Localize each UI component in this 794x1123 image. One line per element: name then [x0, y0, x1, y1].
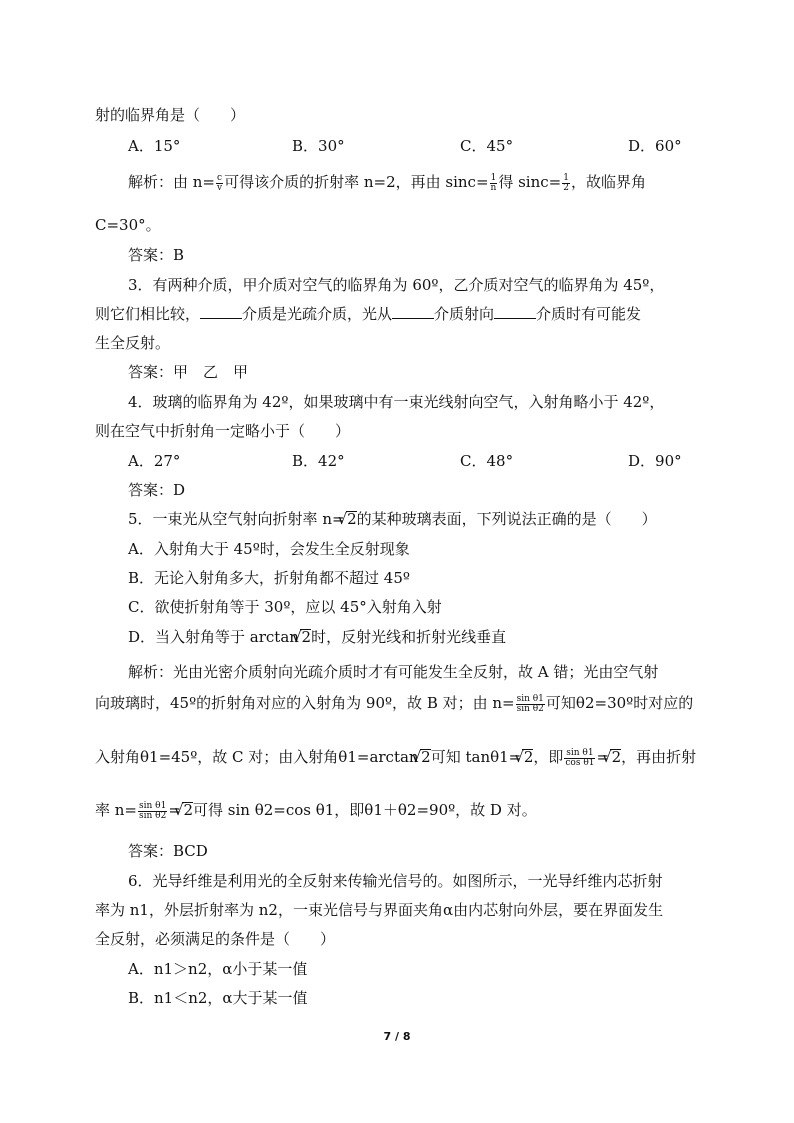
blank-2	[392, 304, 434, 319]
q3-line2: 则它们相比较， 介质是光疏介质，光从 介质射向 介质时有可能发	[95, 305, 642, 323]
q5-analysis-line1: 解析：光由光密介质射向光疏介质时才有可能发生全反射，故 A 错；光由空气射	[128, 663, 659, 681]
q4-option-a: A．27°	[128, 452, 181, 470]
q5-stem: 5．一束光从空气射向折射率 n=√ 2的某种玻璃表面，下列说法正确的是（ ）	[128, 509, 657, 529]
q4-option-d: D．90°	[628, 452, 682, 470]
blank-3	[494, 304, 536, 319]
q2-answer: 答案：B	[128, 246, 185, 264]
q4-option-c: C．48°	[460, 452, 514, 470]
q3-answer: 答案：甲 乙 甲	[128, 363, 249, 381]
q5-option-b: B．无论入射角多大，折射角都不超过 45º	[128, 569, 410, 587]
q4-answer: 答案：D	[128, 481, 186, 499]
blank-1	[200, 304, 242, 319]
q3-line1: 3．有两种介质，甲介质对空气的临界角为 60º，乙介质对空气的临界角为 45º，	[128, 276, 665, 294]
fraction-1-n: $\frac{1}{n}$	[490, 172, 497, 193]
fraction-c-v: $\frac{c}{v}$	[217, 172, 223, 193]
q5-option-d: D．当入射角等于 arctan√ 2时，反射光线和折射光线垂直	[128, 627, 506, 647]
sqrt-2: √ 2	[610, 749, 621, 765]
q4-line1: 4．玻璃的临界角为 42º，如果玻璃中有一束光线射向空气，入射角略小于 42º，	[128, 393, 665, 411]
sqrt-2: √ 2	[300, 629, 311, 645]
q5-analysis-line3: 入射角θ1=45º，故 C 对；由入射角θ1=arctan√ 2可知 tanθ1=√ 2，即 $\frac{\text{sin θ1}}{\text{cos θ1}}$ =√ 2，再由折射	[95, 747, 696, 768]
q6-line3: 全反射，必须满足的条件是（ ）	[95, 930, 336, 948]
page-number: 7 / 8	[383, 1030, 411, 1043]
q5-answer: 答案：BCD	[128, 842, 208, 860]
fraction-sin-ratio: $\frac{\text{sin θ1}}{\text{sin θ2}}$	[516, 693, 544, 714]
q2-option-c: C．45°	[460, 137, 514, 155]
sqrt-2: √ 2	[522, 749, 533, 765]
q5-option-c: C．欲使折射角等于 30º，应以 45°入射角入射	[128, 598, 442, 616]
q2-option-a: A．15°	[128, 137, 181, 155]
fraction-sin-cos: $\frac{\text{sin θ1}}{\text{cos θ1}}$	[565, 747, 595, 768]
sqrt-2: √ 2	[182, 802, 193, 818]
q6-line2: 率为 n1，外层折射率为 n2，一束光信号与界面夹角α由内芯射向外层，要在界面发生	[95, 901, 664, 919]
q2-analysis-line2: C=30°。	[95, 216, 161, 234]
q2-stem: 射的临界角是（ ）	[95, 106, 246, 124]
q3-line3: 生全反射。	[95, 334, 171, 352]
q6-line1: 6．光导纤维是利用光的全反射来传输光信号的。如图所示，一光导纤维内芯折射	[128, 872, 663, 890]
fraction-sin-ratio: $\frac{\text{sin θ1}}{\text{sin θ2}}$	[139, 800, 167, 821]
q4-line2: 则在空气中折射角一定略小于（ ）	[95, 422, 351, 440]
q5-analysis-line4: 率 n= $\frac{\text{sin θ1}}{\text{sin θ2}}$ =√ 2可得 sin θ2=cos θ1，即θ1＋θ2=90º，故 D 对。	[95, 800, 537, 821]
q2-option-b: B．30°	[292, 137, 345, 155]
q6-option-b: B．n1＜n2，α大于某一值	[128, 989, 308, 1007]
q5-option-a: A．入射角大于 45º时，会发生全反射现象	[128, 540, 410, 558]
q2-option-d: D．60°	[628, 137, 682, 155]
q6-option-a: A．n1＞n2，α小于某一值	[128, 960, 308, 978]
q2-analysis: 解析：由 n= $\frac{c}{v}$ 可得该介质的折射率 n=2，再由 sinc= $\frac{1}{n}$ 得 sinc= $\frac{1}{2}$ ，故临界角	[128, 172, 646, 193]
fraction-1-2: $\frac{1}{2}$	[563, 172, 569, 193]
sqrt-2: √ 2	[420, 749, 431, 765]
q5-analysis-line2: 向玻璃时，45º的折射角对应的入射角为 90º，故 B 对；由 n= $\frac{\text{sin θ1}}{\text{sin θ2}}$ 可知θ2=30º时对应的	[95, 693, 694, 714]
sqrt-2: √ 2	[346, 511, 357, 527]
q4-option-b: B．42°	[292, 452, 345, 470]
